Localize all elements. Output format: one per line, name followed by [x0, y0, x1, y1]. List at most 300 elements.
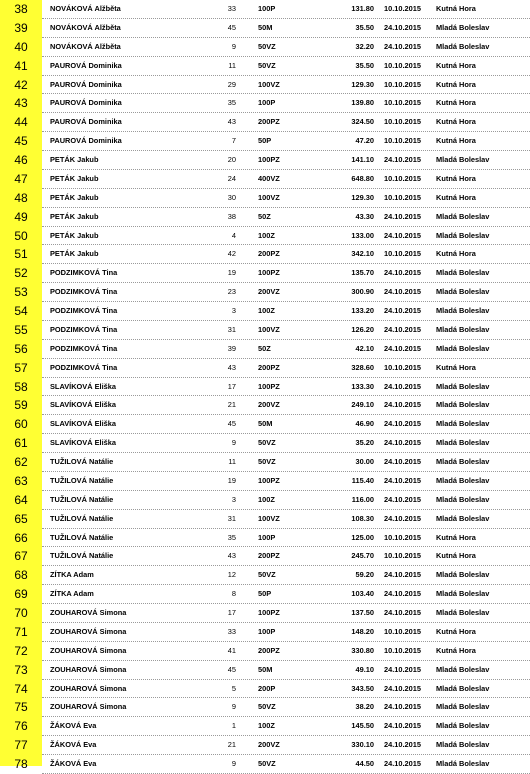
swimmer-name: PODZIMKOVÁ Tina [50, 362, 118, 372]
swimmer-name: TUŽILOVÁ Natálie [50, 551, 114, 561]
table-row [0, 321, 530, 340]
row-number: 61 [14, 436, 28, 451]
discipline: 200PZ [258, 249, 280, 259]
race-place: Kutná Hora [436, 136, 476, 146]
swimmer-name: PAUROVÁ Dominika [50, 79, 122, 89]
age-value: 17 [227, 608, 236, 617]
age-value: 43 [227, 117, 236, 127]
discipline: 50P [258, 136, 272, 146]
table-row [0, 698, 530, 717]
age-value: 39 [227, 343, 236, 353]
race-place: Mladá Boleslav [436, 155, 490, 164]
race-date: 10.10.2015 [384, 98, 421, 108]
race-date: 24.10.2015 [384, 268, 421, 278]
age-value: 31 [227, 513, 236, 523]
race-date: 24.10.2015 [384, 155, 421, 164]
race-date: 24.10.2015 [384, 22, 421, 32]
race-place: Mladá Boleslav [436, 22, 490, 32]
race-place: Mladá Boleslav [436, 343, 490, 353]
time-value: 145.50 [351, 721, 374, 731]
swimmer-name: PETÁK Jakub [50, 211, 99, 221]
row-number: 78 [14, 757, 28, 771]
time-value: 133.00 [351, 230, 374, 240]
swimmer-name: PETÁK Jakub [50, 249, 99, 259]
discipline: 100Z [258, 494, 275, 504]
race-date: 24.10.2015 [384, 589, 421, 599]
table-row [0, 76, 530, 95]
row-number: 68 [14, 568, 28, 583]
race-date: 10.10.2015 [384, 79, 421, 89]
table-row [0, 736, 530, 755]
swimmer-name: ZOUHAROVÁ Simona [50, 645, 127, 655]
row-number: 39 [14, 20, 28, 35]
time-value: 43.30 [355, 211, 374, 221]
race-place: Mladá Boleslav [436, 381, 490, 391]
race-date: 24.10.2015 [384, 211, 421, 221]
row-number: 59 [14, 398, 28, 413]
race-date: 10.10.2015 [384, 626, 421, 636]
race-date: 10.10.2015 [384, 136, 421, 146]
discipline: 100P [258, 532, 276, 542]
time-value: 139.80 [351, 98, 374, 108]
row-number: 53 [14, 285, 28, 300]
race-date: 10.10.2015 [384, 117, 421, 127]
swimmer-name: PETÁK Jakub [50, 173, 99, 183]
swimmer-name: NOVÁKOVÁ Alžběta [50, 22, 121, 32]
time-value: 44.50 [355, 759, 374, 768]
race-date: 24.10.2015 [384, 683, 421, 693]
age-value: 17 [227, 381, 236, 391]
age-value: 33 [227, 626, 236, 636]
swimmer-name: ZOUHAROVÁ Simona [50, 608, 127, 617]
time-value: 35.50 [355, 60, 374, 70]
age-value: 1 [231, 721, 236, 731]
discipline: 50M [258, 419, 273, 429]
row-number: 75 [14, 700, 28, 715]
age-value: 43 [227, 551, 236, 561]
row-number: 43 [14, 96, 28, 111]
age-value: 5 [231, 683, 236, 693]
discipline: 200PZ [258, 117, 280, 127]
row-number: 72 [14, 643, 28, 658]
age-value: 9 [231, 438, 236, 448]
race-place: Mladá Boleslav [436, 438, 490, 448]
table-row [0, 642, 530, 661]
age-value: 23 [227, 287, 236, 297]
race-place: Kutná Hora [436, 192, 476, 202]
race-date: 10.10.2015 [384, 173, 421, 183]
row-number: 54 [14, 304, 28, 318]
race-place: Mladá Boleslav [436, 740, 490, 750]
table-row [0, 510, 530, 529]
row-number: 38 [14, 2, 28, 16]
race-date: 24.10.2015 [384, 419, 421, 429]
row-number: 57 [14, 360, 28, 375]
time-value: 648.80 [351, 173, 374, 183]
row-number: 69 [14, 587, 28, 602]
time-value: 328.60 [351, 362, 374, 372]
table-row [0, 19, 530, 38]
time-value: 141.10 [351, 155, 374, 164]
race-place: Kutná Hora [436, 249, 476, 259]
row-number: 73 [14, 662, 28, 677]
table-row [0, 283, 530, 302]
row-number: 47 [14, 171, 28, 186]
age-value: 20 [227, 155, 236, 164]
discipline: 50M [258, 22, 273, 32]
age-value: 12 [227, 570, 236, 580]
age-value: 9 [231, 702, 236, 712]
table-row [0, 566, 530, 585]
age-value: 19 [227, 475, 236, 485]
discipline: 100Z [258, 306, 275, 315]
race-place: Kutná Hora [436, 551, 476, 561]
time-value: 249.10 [351, 400, 374, 410]
discipline: 50M [258, 664, 273, 674]
table-row [0, 623, 530, 642]
age-value: 4 [231, 230, 236, 240]
age-value: 38 [227, 211, 236, 221]
race-date: 24.10.2015 [384, 381, 421, 391]
discipline: 100P [258, 98, 276, 108]
swimmer-name: PODZIMKOVÁ Tina [50, 324, 118, 334]
race-date: 24.10.2015 [384, 400, 421, 410]
age-value: 43 [227, 362, 236, 372]
race-date: 24.10.2015 [384, 494, 421, 504]
race-place: Mladá Boleslav [436, 287, 490, 297]
race-place: Kutná Hora [436, 60, 476, 70]
age-value: 33 [227, 4, 236, 13]
row-number: 66 [14, 530, 28, 545]
race-date: 10.10.2015 [384, 249, 421, 259]
race-date: 24.10.2015 [384, 475, 421, 485]
table-row [0, 453, 530, 472]
time-value: 46.90 [355, 419, 374, 429]
discipline: 100Z [258, 230, 275, 240]
age-value: 3 [231, 494, 236, 504]
table-row [0, 302, 530, 321]
table-row [0, 717, 530, 736]
row-number: 46 [14, 153, 28, 167]
row-number: 71 [14, 624, 28, 639]
race-place: Mladá Boleslav [436, 230, 490, 240]
row-number: 50 [14, 228, 28, 243]
discipline: 100PZ [258, 155, 280, 164]
discipline: 100PZ [258, 475, 280, 485]
row-number: 58 [14, 379, 28, 394]
race-date: 24.10.2015 [384, 324, 421, 334]
row-number: 40 [14, 39, 28, 54]
discipline: 50Z [258, 343, 271, 353]
row-number: 42 [14, 77, 28, 92]
table-row [0, 434, 530, 453]
age-value: 7 [231, 136, 236, 146]
swimmer-name: PODZIMKOVÁ Tina [50, 343, 118, 353]
age-value: 24 [227, 173, 236, 183]
time-value: 135.70 [351, 268, 374, 278]
discipline: 50P [258, 589, 272, 599]
time-value: 245.70 [351, 551, 374, 561]
time-value: 330.10 [351, 740, 374, 750]
race-place: Mladá Boleslav [436, 721, 490, 731]
time-value: 137.50 [351, 608, 374, 617]
time-value: 116.00 [351, 494, 374, 504]
discipline: 50VZ [258, 570, 276, 580]
time-value: 59.20 [355, 570, 374, 580]
time-value: 108.30 [351, 513, 374, 523]
row-number: 52 [14, 266, 28, 281]
table-row [0, 170, 530, 189]
race-date: 10.10.2015 [384, 362, 421, 372]
time-value: 126.20 [351, 324, 374, 334]
time-value: 342.10 [351, 249, 374, 259]
swimmer-name: PAUROVÁ Dominika [50, 117, 122, 127]
discipline: 200PZ [258, 362, 280, 372]
discipline: 50VZ [258, 702, 276, 712]
table-row [0, 245, 530, 264]
race-date: 10.10.2015 [384, 192, 421, 202]
race-place: Mladá Boleslav [436, 664, 490, 674]
discipline: 50Z [258, 211, 271, 221]
swimmer-name: ZOUHAROVÁ Simona [50, 664, 127, 674]
row-number: 55 [14, 322, 28, 337]
table-row [0, 0, 530, 19]
table-row [0, 113, 530, 132]
table-row [0, 547, 530, 566]
race-date: 24.10.2015 [384, 306, 421, 315]
time-value: 343.50 [351, 683, 374, 693]
race-date: 24.10.2015 [384, 41, 421, 51]
table-row [0, 755, 530, 774]
swimmer-name: SLAVÍKOVÁ Eliška [50, 400, 116, 410]
discipline: 100PZ [258, 268, 280, 278]
age-value: 41 [227, 645, 236, 655]
row-number: 49 [14, 209, 28, 224]
race-place: Mladá Boleslav [436, 608, 490, 617]
table-row [0, 529, 530, 548]
race-place: Kutná Hora [436, 79, 476, 89]
table-row [0, 57, 530, 76]
swimmer-name: PAUROVÁ Dominika [50, 60, 122, 70]
race-place: Kutná Hora [436, 117, 476, 127]
time-value: 49.10 [355, 664, 374, 674]
race-date: 10.10.2015 [384, 60, 421, 70]
time-value: 125.00 [351, 532, 374, 542]
race-place: Mladá Boleslav [436, 457, 490, 466]
age-value: 21 [227, 400, 236, 410]
table-row [0, 604, 530, 623]
time-value: 133.30 [351, 381, 374, 391]
race-date: 24.10.2015 [384, 702, 421, 712]
row-number: 70 [14, 606, 28, 620]
swimmer-name: ZÍTKA Adam [50, 589, 94, 599]
discipline: 100P [258, 626, 276, 636]
row-number: 65 [14, 511, 28, 526]
age-value: 35 [227, 532, 236, 542]
discipline: 50VZ [258, 41, 276, 51]
table-row [0, 359, 530, 378]
race-date: 24.10.2015 [384, 740, 421, 750]
swimmer-name: PODZIMKOVÁ Tina [50, 306, 118, 315]
swimmer-name: ŽÁKOVÁ Eva [50, 740, 97, 750]
discipline: 100VZ [258, 513, 280, 523]
discipline: 200VZ [258, 740, 280, 750]
discipline: 400VZ [258, 173, 280, 183]
table-row [0, 396, 530, 415]
discipline: 200PZ [258, 551, 280, 561]
time-value: 103.40 [351, 589, 374, 599]
race-place: Mladá Boleslav [436, 324, 490, 334]
race-date: 24.10.2015 [384, 438, 421, 448]
race-date: 24.10.2015 [384, 287, 421, 297]
discipline: 200P [258, 683, 276, 693]
time-value: 129.30 [351, 79, 374, 89]
time-value: 38.20 [355, 702, 374, 712]
swimmer-name: NOVÁKOVÁ Alžběta [50, 41, 121, 51]
race-place: Mladá Boleslav [436, 570, 490, 580]
discipline: 100PZ [258, 608, 280, 617]
swimmer-name: ZOUHAROVÁ Simona [50, 683, 127, 693]
race-place: Mladá Boleslav [436, 759, 490, 768]
time-value: 42.10 [355, 343, 374, 353]
age-value: 45 [227, 664, 236, 674]
race-place: Kutná Hora [436, 173, 476, 183]
table-row [0, 38, 530, 57]
row-number: 60 [14, 417, 28, 432]
row-number: 45 [14, 134, 28, 149]
age-value: 35 [227, 98, 236, 108]
time-value: 129.30 [351, 192, 374, 202]
discipline: 100VZ [258, 79, 280, 89]
race-place: Mladá Boleslav [436, 589, 490, 599]
discipline: 200VZ [258, 287, 280, 297]
swimmer-name: ŽÁKOVÁ Eva [50, 759, 97, 768]
race-date: 24.10.2015 [384, 343, 421, 353]
swimmer-name: SLAVÍKOVÁ Eliška [50, 438, 116, 448]
age-value: 21 [227, 740, 236, 750]
race-place: Mladá Boleslav [436, 419, 490, 429]
age-value: 3 [231, 306, 236, 315]
time-value: 30.00 [355, 457, 374, 466]
row-number: 48 [14, 190, 28, 205]
swimmer-name: PODZIMKOVÁ Tina [50, 287, 118, 297]
swimmer-name: PAUROVÁ Dominika [50, 136, 122, 146]
age-value: 45 [227, 22, 236, 32]
table-row [0, 132, 530, 151]
race-place: Kutná Hora [436, 362, 476, 372]
row-number: 77 [14, 738, 28, 753]
row-number: 51 [14, 247, 28, 262]
race-place: Mladá Boleslav [436, 683, 490, 693]
swimmer-name: ZOUHAROVÁ Simona [50, 626, 127, 636]
discipline: 200PZ [258, 645, 280, 655]
age-value: 11 [228, 60, 236, 70]
age-value: 30 [227, 192, 236, 202]
race-place: Mladá Boleslav [436, 400, 490, 410]
swimmer-name: PETÁK Jakub [50, 230, 99, 240]
table-row [0, 227, 530, 246]
race-place: Mladá Boleslav [436, 702, 490, 712]
race-date: 24.10.2015 [384, 513, 421, 523]
age-value: 9 [231, 759, 236, 768]
swimmer-name: ZOUHAROVÁ Simona [50, 702, 127, 712]
race-place: Mladá Boleslav [436, 475, 490, 485]
table-row [0, 189, 530, 208]
discipline: 50VZ [258, 438, 276, 448]
discipline: 100P [258, 4, 276, 13]
swimmer-name: TUŽILOVÁ Natálie [50, 513, 114, 523]
swimmer-name: NOVÁKOVÁ Alžběta [50, 4, 121, 13]
age-value: 19 [227, 268, 236, 278]
row-number: 44 [14, 115, 28, 130]
discipline: 100VZ [258, 192, 280, 202]
time-value: 47.20 [355, 136, 374, 146]
table-row [0, 94, 530, 113]
swimmer-name: PETÁK Jakub [50, 192, 99, 202]
discipline: 50VZ [258, 457, 276, 466]
race-place: Mladá Boleslav [436, 513, 490, 523]
swimmer-name: SLAVÍKOVÁ Eliška [50, 381, 116, 391]
table-row [0, 340, 530, 359]
time-value: 324.50 [351, 117, 374, 127]
swimmer-name: ZÍTKA Adam [50, 570, 94, 580]
discipline: 100PZ [258, 381, 280, 391]
race-date: 24.10.2015 [384, 721, 421, 731]
age-value: 8 [231, 589, 236, 599]
time-value: 148.20 [351, 626, 374, 636]
race-place: Kutná Hora [436, 4, 476, 13]
row-number: 64 [14, 492, 28, 507]
row-number: 76 [14, 719, 28, 734]
race-place: Mladá Boleslav [436, 41, 490, 51]
swimmer-name: SLAVÍKOVÁ Eliška [50, 419, 116, 429]
table-row [0, 491, 530, 510]
race-date: 10.10.2015 [384, 532, 421, 542]
discipline: 200VZ [258, 400, 280, 410]
row-number: 56 [14, 341, 28, 356]
race-date: 10.10.2015 [384, 551, 421, 561]
time-value: 133.20 [351, 306, 374, 315]
discipline: 50VZ [258, 759, 276, 768]
table-row [0, 585, 530, 604]
table-row [0, 264, 530, 283]
discipline: 100Z [258, 721, 275, 731]
swimmer-name: PAUROVÁ Dominika [50, 98, 122, 108]
race-date: 10.10.2015 [384, 4, 421, 13]
age-value: 31 [227, 324, 236, 334]
time-value: 32.20 [355, 41, 374, 51]
row-number: 62 [14, 455, 28, 469]
row-number: 74 [14, 681, 28, 696]
race-place: Kutná Hora [436, 532, 476, 542]
row-number: 63 [14, 473, 28, 488]
race-place: Mladá Boleslav [436, 494, 490, 504]
swimmer-name: ŽÁKOVÁ Eva [50, 721, 97, 731]
race-place: Mladá Boleslav [436, 268, 490, 278]
race-place: Mladá Boleslav [436, 211, 490, 221]
age-value: 11 [228, 457, 236, 466]
time-value: 35.50 [355, 22, 374, 32]
table-row [0, 661, 530, 680]
time-value: 300.90 [351, 287, 374, 297]
discipline: 100VZ [258, 324, 280, 334]
age-value: 9 [231, 41, 236, 51]
discipline: 50VZ [258, 60, 276, 70]
age-value: 29 [227, 79, 236, 89]
time-value: 115.40 [351, 475, 374, 485]
race-place: Kutná Hora [436, 645, 476, 655]
time-value: 330.80 [351, 645, 374, 655]
